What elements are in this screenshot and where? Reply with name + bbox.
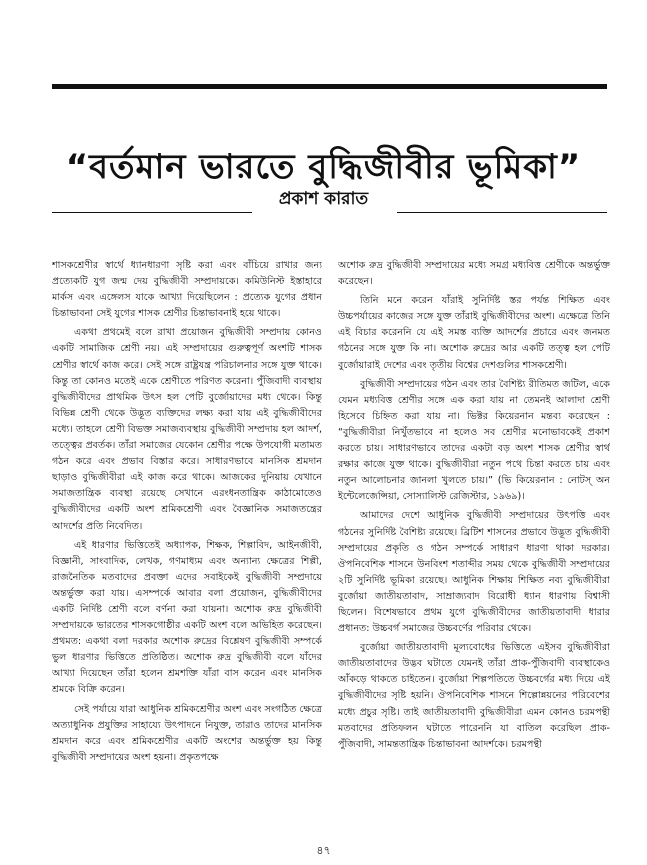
right-column — [338, 258, 610, 823]
paragraph: সেই পর্যায়ে যারা আধুনিক শ্রমিকশ্রেণীর অংশ এবং সংগঠিত ক্ষেত্রে অত্যাধুনিক প্রযুক্তির সাহায্যে উৎপাদনে নিযুক্ত, তারাও তাদের মানসিক শ্রমদান করে এবং শ্রমিকশ্রেণীর একটি অংশের অন্তর্ভুক্ত হয় কিন্তু বুদ্ধিজীবী সম্প্রদায়ের অংশ হয়না। প্রকৃতপক্ষে — [52, 703, 322, 763]
paragraph: এই ধারণার ভিত্তিতেই অধ্যাপক, শিক্ষক, শিল্পাবিদ, আইনজীবী, বিজ্ঞানী, সাংবাদিক, লেখক, গণমাধ্যম এবং অন্যান্য ক্ষেত্রের শিল্পী, রাজনৈতিক মতবাদের প্রবক্তা এদের সবাইকেই বুদ্ধিজীবী সম্প্রদায়ে অন্তর্ভুক্ত করা যায়। এসম্পর্কে আবার বলা প্রয়োজন, বুদ্ধিজীবীদের একটি নির্দিষ্ট শ্রেণী বলে বর্ণনা করা যায়না। অশোক রুদ্র বুদ্ধিজীবী সম্প্রদায়কে ভারতের শাসকগোষ্ঠীর একটি অংশ বলে অভিহিত করেছেন। প্রথমত: একথা বলা দরকার অশোক রুদ্রের বিশ্লেষণ বুদ্ধিজীবী সম্পর্কে ভুল ধারণার ভিত্তিতে প্রতিষ্ঠিত। অশোক রুদ্র বুদ্ধিজীবী বলে যাঁদের আখ্যা দিয়েছেন তাঁরা হলেন শ্রমশক্তি যাঁরা বাস করেন এবং মানসিক শ্রমকে বিক্রি করেন। — [52, 539, 322, 696]
page-number: ৪৭ — [316, 844, 331, 857]
header-rule-thin — [52, 88, 607, 89]
paragraph: বুর্জোয়া জাতীয়তাবাদী মূল্যবোধের ভিত্তিতে এইসব বুদ্ধিজীবীরা জাতীয়তাবাদের উদ্ভব ঘটাতে যেমনই তাঁরা প্রাক-পুঁজিবাদী ব্যবস্থাকেও আঁকড়ে থাকতে চাইতেন। বুর্জোয়া শিল্পপতিতে উচ্চবর্গের মধ্য দিয়ে এই বুদ্ধিজীবীদের সৃষ্টি হয়নি। ঔপনিবেশিক শাসনে শিল্পোন্নয়নের পরিবেশের মধ্যে প্রচুর সৃষ্টি। তাই জাতীয়তাবাদী বুদ্ধিজীবীরা এমন কোনও চরমপন্থী মতবাদের প্রতিফলন ঘটাতে পারেননি যা বাতিল করেছিল প্রাক-পুঁজিবাদী, সামন্ততান্ত্রিক চিন্তাভাবনা আদর্শকে। চরমপন্থী — [338, 642, 610, 750]
paragraph: অশোক রুদ্র বুদ্ধিজীবী সম্প্রদায়ের মধ্যে সমগ্র মধ্যবিত্ত শ্রেণীকে অন্তর্ভুক্ত করেছেন। — [338, 260, 610, 288]
paragraph: শাসকশ্রেণীর স্বার্থে ধ্যানধারণা সৃষ্টি করা এবং বাঁচিয়ে রাখার জন্য প্রত্যেকটি যুগ জন্ম দেয় বুদ্ধিজীবী সম্প্রদায়কে। কমিউনিস্ট ইস্তাহারে মার্কস এবং এঙ্গেলস যাকে আখ্যা দিয়েছিলেন : প্রত্যেক যুগের প্রধান চিন্তাভাবনা সেই যুগের শাসক শ্রেণীর চিন্তাভাবনাই হয়ে থাকে। — [52, 260, 322, 320]
author-name: প্রকাশ কারাত — [278, 189, 369, 209]
author-rule-right — [397, 212, 607, 213]
paragraph: বুদ্ধিজীবী সম্প্রদায়ের গঠন এবং তার বৈশিষ্ট্য রীতিমত জটিল, একে যেমন মধ্যবিত্ত শ্রেণীর সঙ্গে এক করা যায় না তেমনই আলাদা শ্রেণী হিসেবে চিহ্নিত করা যায় না। ভিক্টর কিয়েরনান মন্তব্য করেছেন : “বুদ্ধিজীবীরা নিখুঁতভাবে না হলেও সব শ্রেণীর মনোভাবকেই প্রকাশ করতে চায়। সাধারণভাবে তাদের একটা বড় অংশ শাসক শ্রেণীর স্বার্থ রক্ষার কাজে যুক্ত থাকে। বুদ্ধিজীবীরা নতুন পথে চিন্তা করতে চায় এবং নতুন আলোচনার জানলা খুলতে চায়।” (ভি কিয়েরনান : নোটস্ অন ইন্টেলেজেন্সিয়া, সোস্যালিস্ট রেজিস্টার, ১৯৬৯)। — [338, 378, 610, 503]
author-rule-left — [52, 212, 252, 213]
paragraph: আমাদের দেশে আধুনিক বুদ্ধিজীবী সম্প্রদায়ের উৎপত্তি এবং গঠনের সুনির্দিষ্ট বৈশিষ্ট্য রয়েছে। ব্রিটিশ শাসনের প্রভাবে উদ্ভূত বুদ্ধিজীবী সম্প্রদায়ের প্রকৃতি ও গঠন সম্পর্কে সাধারণ ধারণা থাকা দরকার। ঔপনিবেশিক শাসনে উনবিংশ শতাব্দীর সময় থেকে বুদ্ধিজীবী সম্প্রদায়ের ২টি সুনির্দিষ্ট ভূমিকা রয়েছে। আধুনিক শিক্ষায় শিক্ষিত নব্য বুদ্ধিজীবীরা বুর্জোয়া জাতীয়তাবাদ, সাম্রাজ্যবাদ বিরোধী ধ্যান ধারণায় বিশ্বাসী ছিলেন। বিশেষভাবে প্রথম যুগে বুদ্ধিজীবীদের জাতীয়তাবাদী ধারার প্রধানত: উচ্চবর্গ সমাজের উচ্চবর্ণের পরিবার থেকে। — [338, 510, 610, 635]
left-column — [52, 258, 322, 823]
article-title: “বর্তমান ভারতে বুদ্ধিজীবীর ভূমিকা” — [65, 146, 582, 187]
paragraph: তিনি মনে করেন যাঁরাই সুনির্দিষ্ট স্তর পর্যন্ত শিক্ষিত এবং উচ্চপর্যায়ের কাজের সঙ্গে যুক্ত তাঁরাই বুদ্ধিজীবীদের অংশ। এক্ষেত্রে তিনি এই বিচার করেননি যে এই সমস্ত ব্যক্তি আদর্শের প্রচারে এবং জনমত গঠনের সঙ্গে যুক্ত কি না। অশোক রুদ্রের আর একটি তত্ত্ব হল পেটি বুর্জোয়ারাই দেশের এবং তৃতীয় বিশ্বের দেশগুলির শাসকশ্রেণী। — [338, 295, 610, 371]
paragraph: একথা প্রথমেই বলে রাখা প্রয়োজন বুদ্ধিজীবী সম্প্রদায় কোনও একটি সামাজিক শ্রেণী নয়। এই সম্প্রদায়ের গুরুত্বপূর্ণ অংশটি শাসক শ্রেণীর স্বার্থে কাজ করে। সেই সঙ্গে রাষ্ট্রযন্ত্র পরিচালনার সঙ্গে যুক্ত থাকে। কিন্তু তা কোনও মতেই একে শ্রেণীতে পরিণত করেনা। পুঁজিবাদী ব্যবস্থায় বুদ্ধিজীবীদের প্রাথমিক উৎস হল পেটি বুর্জোয়াদের মধ্য থেকে। কিন্তু বিভিন্ন শ্রেণী থেকে উদ্ভূত ব্যক্তিদের লক্ষ্য করা যায় এই বুদ্ধিজীবীদের মধ্যে। তাহলে শ্রেণী বিভক্ত সমাজব্যবস্থায় বুদ্ধিজীবী সম্প্রদায় হল আদর্শ, তত্ত্বের প্রবর্তক। তাঁরা সমাজের যেকোন শ্রেণীর পক্ষে উপযোগী মতামত গঠন করে এবং প্রভাব বিস্তার করে। সাধারণভাবে মানসিক শ্রমদান ছাড়াও বুদ্ধিজীবীরা এই কাজ করে থাকে। আজকের দুনিয়ায় যেখানে সমাজতান্ত্রিক ব্যবস্থা রয়েছে সেখানে এরংধনতান্ত্রিক কাঠামোতেও বুদ্ধিজীবীদের একটি অংশ শ্রমিকশ্রেণী এবং বৈজ্ঞানিক সমাজতন্ত্রের আদর্শের প্রতি নিবেদিত। — [52, 327, 322, 532]
